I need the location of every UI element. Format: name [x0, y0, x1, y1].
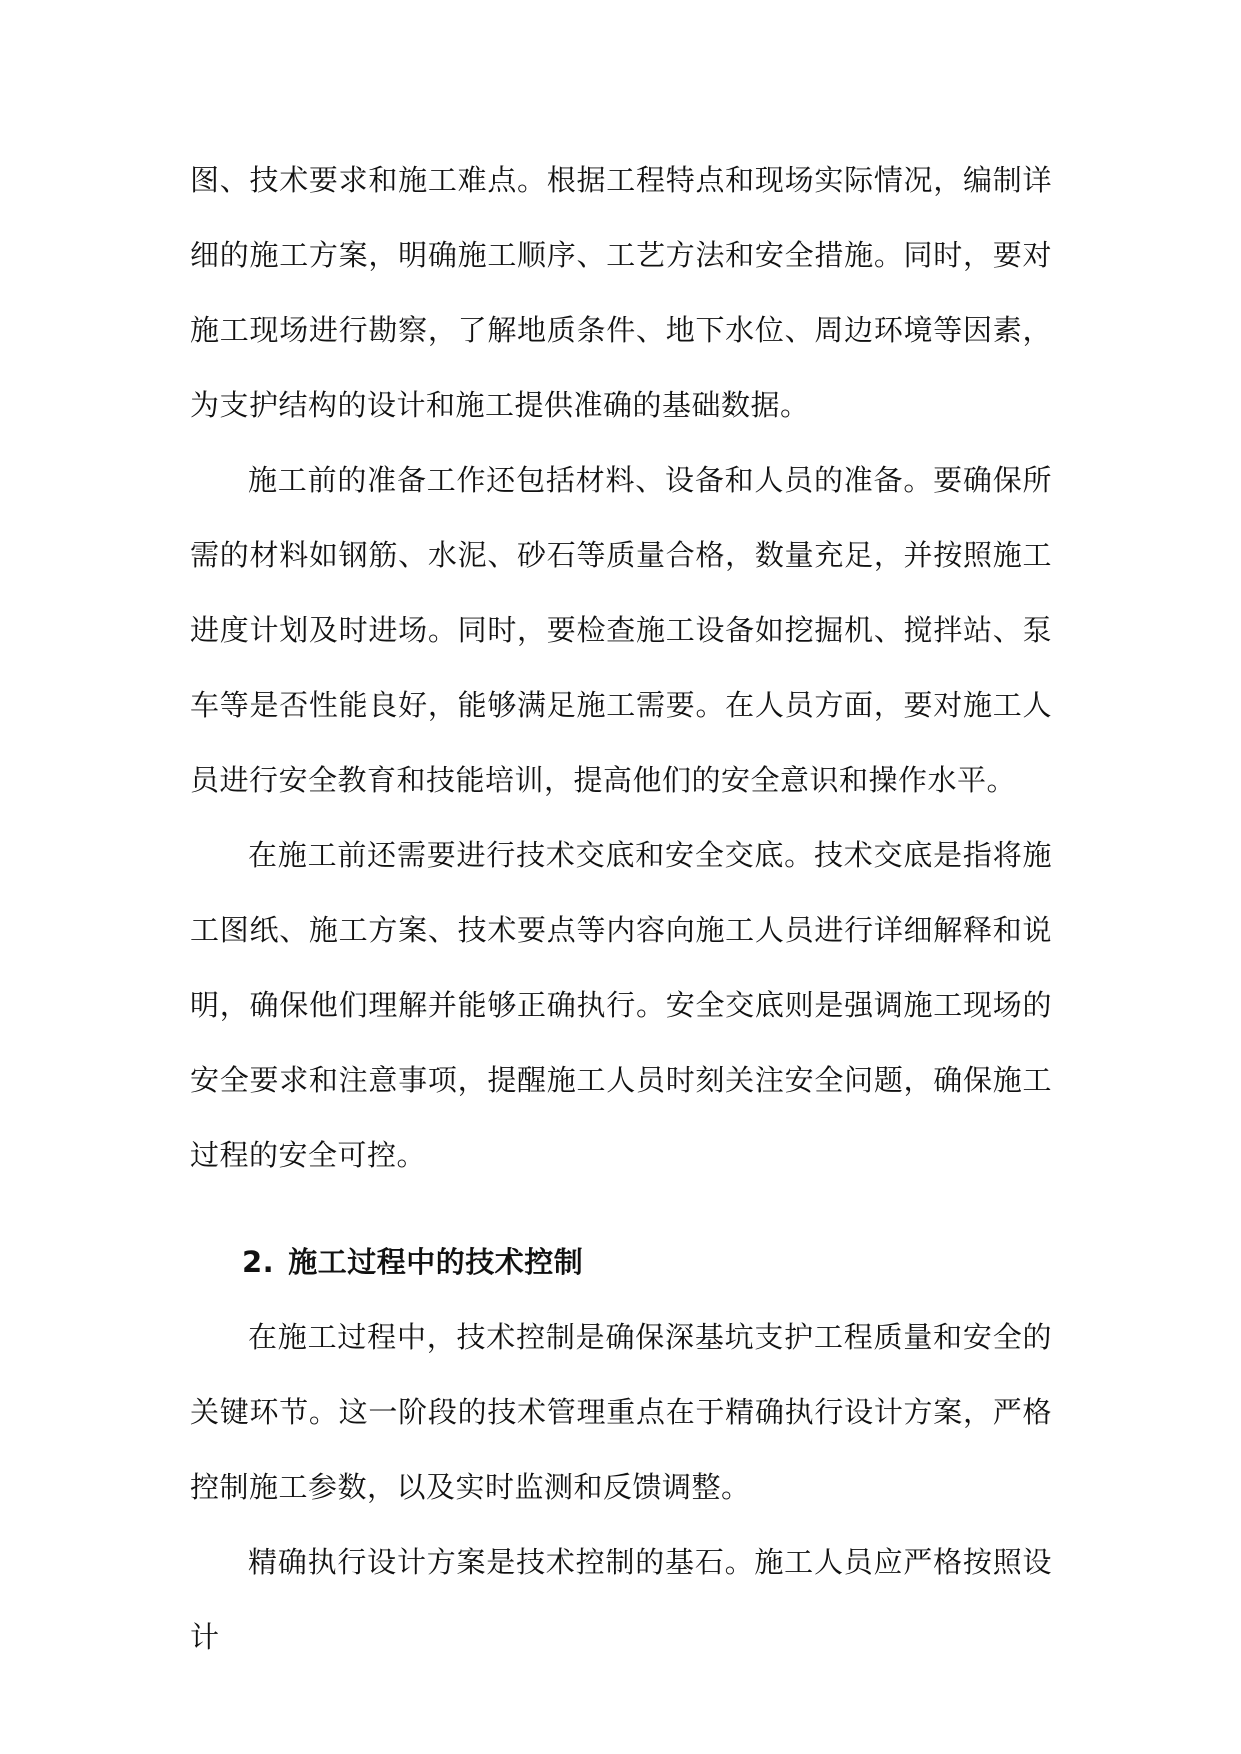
paragraph-design-execution: 精确执行设计方案是技术控制的基石。施工人员应严格按照设计 [190, 1545, 1052, 1654]
paragraph-continuation: 图、技术要求和施工难点。根据工程特点和现场实际情况，编制详细的施工方案，明确施工顺序、工艺方法和安全措施。同时，要对施工现场进行勘察，了解地质条件、地下水位、周边环境等因素，为支护结构的设计和施工提供准确的基础数据。 [190, 163, 1052, 422]
paragraph-technical-briefing: 在施工前还需要进行技术交底和安全交底。技术交底是指将施工图纸、施工方案、技术要点等内容向施工人员进行详细解释和说明，确保他们理解并能够正确执行。安全交底则是强调施工现场的安全要求和注意事项，提醒施工人员时刻关注安全问题，确保施工过程的安全可控。 [190, 838, 1052, 1172]
section-number: 2. [242, 1245, 275, 1279]
document-body [190, 143, 1052, 1675]
paragraph-construction-control: 在施工过程中，技术控制是确保深基坑支护工程质量和安全的关键环节。这一阶段的技术管理重点在于精确执行设计方案，严格控制施工参数，以及实时监测和反馈调整。 [190, 1320, 1052, 1504]
section-title: 施工过程中的技术控制 [288, 1245, 584, 1279]
paragraph-preparation-materials: 施工前的准备工作还包括材料、设备和人员的准备。要确保所需的材料如钢筋、水泥、砂石等质量合格，数量充足，并按照施工进度计划及时进场。同时，要检查施工设备如挖掘机、搅拌站、泵车等是否性能良好，能够满足施工需要。在人员方面，要对施工人员进行安全教育和技能培训，提高他们的安全意识和操作水平。 [190, 463, 1052, 797]
section-heading [190, 1225, 1052, 1300]
